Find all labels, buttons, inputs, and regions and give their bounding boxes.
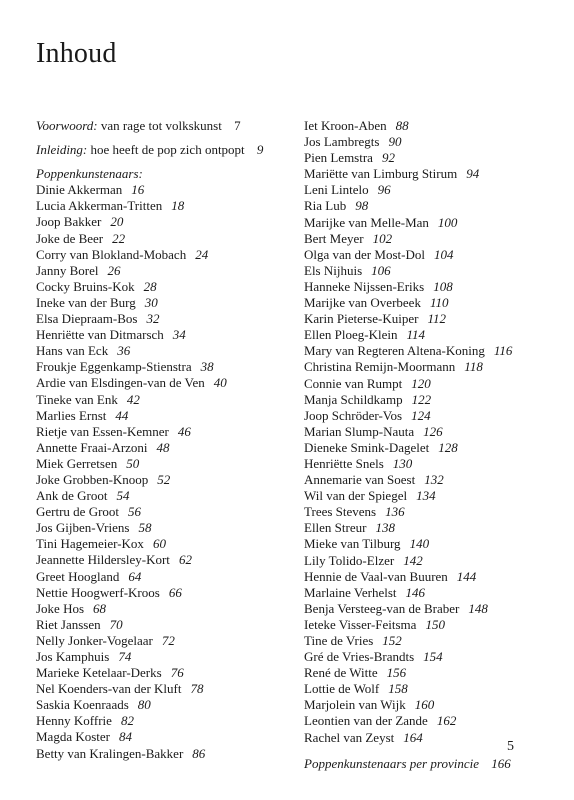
toc-entry [36,488,298,504]
page-ref: 54 [116,488,130,504]
toc-entry [36,713,298,729]
page-ref: 158 [388,681,408,697]
toc-entry [304,601,570,617]
artist-name: Lucia Akkerman-Tritten [36,198,163,214]
page-ref: 110 [429,295,449,311]
toc-entry-voorwoord [36,118,298,134]
page-ref: 134 [416,488,436,504]
page-ref: 88 [395,118,409,133]
page-ref: 146 [405,584,426,600]
page-ref: 122 [411,391,432,407]
artist-name: Hennie de Vaal-van Buuren [304,568,448,584]
page-ref: 40 [213,375,227,391]
artist-name: Henny Koffrie [36,713,112,729]
page-ref: 164 [403,729,423,745]
page-ref: 58 [138,520,152,536]
page-ref: 82 [120,713,134,729]
page-ref: 32 [146,311,160,327]
toc-entry [304,263,570,279]
artist-name: Joke de Beer [36,230,104,246]
page-ref: 118 [464,359,483,375]
page-ref: 34 [172,327,186,343]
page-ref: 162 [436,713,457,729]
artist-name: Joop Bakker [36,214,102,230]
toc-entry [36,681,298,697]
artist-name: Gertru de Groot [36,504,120,520]
toc-entry [304,182,570,198]
artist-name: René de Witte [304,665,378,681]
toc-entry [304,569,570,585]
artist-name: Dinie Akkerman [36,182,123,198]
artist-name: Iet Kroon-Aben [304,118,387,133]
artist-name: Tineke van Enk [36,391,118,407]
artist-name: Mariëtte van Limburg Stirum [304,166,458,182]
page-ref: 144 [456,568,477,584]
artist-list-left [36,182,298,761]
toc-left-column [36,118,298,762]
toc-entry [304,359,570,375]
section-heading: Poppenkunstenaars: [36,166,143,182]
toc-entry [304,456,570,472]
page-ref: 70 [109,616,123,632]
artist-name: Annemarie van Soest [304,472,416,488]
page-ref: 152 [382,633,402,648]
page-ref: 74 [118,649,132,664]
toc-entry [304,295,570,311]
toc-entry [304,472,570,488]
toc-entry [36,456,298,472]
toc-entry [304,424,570,440]
artist-name: Jos Kamphuis [36,649,110,664]
page-ref: 112 [427,311,446,327]
toc-entry [304,520,570,536]
toc-entry [304,198,570,214]
page-ref: 116 [493,343,513,359]
page-ref: 20 [110,214,124,230]
page-ref: 36 [117,343,131,359]
artist-name: Nel Koenders-van der Kluft [36,681,182,697]
provincie-page: 166 [491,755,511,771]
artist-name: Marieke Ketelaar-Derks [36,665,162,681]
artist-name: Jos Lambregts [304,134,380,150]
toc-entry [36,182,298,198]
page-ref: 94 [466,166,480,182]
toc-entry [304,697,570,713]
inleiding-label: Inleiding: [36,142,88,158]
toc-entry [36,279,298,295]
artist-name: Saskia Koenraads [36,697,129,713]
artist-name: Tini Hagemeier-Kox [36,536,144,552]
toc-entry [36,504,298,520]
page-ref: 48 [156,439,170,455]
page-ref: 154 [423,649,443,665]
page-ref: 38 [200,359,214,375]
page-ref: 108 [433,278,453,294]
artist-name: Cocky Bruins-Kok [36,278,135,294]
page-ref: 76 [170,665,184,681]
page-ref: 64 [128,568,142,584]
artist-name: Corry van Blokland-Mobach [36,246,187,262]
toc-entry [304,392,570,408]
page-ref: 114 [406,327,426,343]
artist-name: Marjolein van Wijk [304,697,406,713]
artist-name: Joop Schröder-Vos [304,407,403,423]
page-ref: 30 [144,294,158,310]
toc-entry [304,488,570,504]
page-ref: 16 [131,182,145,198]
artist-name: Karin Pieterse-Kuiper [304,311,419,327]
artist-name: Riet Janssen [36,616,101,632]
artist-name: Betty van Kralingen-Bakker [36,745,184,761]
toc-entry [304,681,570,697]
artist-name: Ellen Streur [304,520,367,536]
toc-entry [36,520,298,536]
provincie-text: Poppenkunstenaars per provincie [304,755,479,771]
artist-name: Janny Borel [36,262,99,278]
toc-entry [36,231,298,247]
toc-entry [304,633,570,649]
inleiding-page: 9 [256,142,264,158]
page-ref: 148 [468,600,488,616]
artist-name: Henriëtte Snels [304,455,384,471]
artist-name: Ank de Groot [36,488,108,504]
page-ref: 106 [371,262,391,278]
toc-entry [304,343,570,359]
artist-name: Jeannette Hildersley-Kort [36,552,170,568]
page-ref: 62 [178,552,192,568]
artist-name: Joke Hos [36,600,85,616]
toc-entry [304,504,570,520]
artist-name: Froukje Eggenkamp-Stienstra [36,359,192,375]
artist-name: Rachel van Zeyst [304,729,395,745]
toc-entry [304,713,570,729]
artist-name: Annette Fraai-Arzoni [36,439,148,455]
page-ref: 130 [392,455,413,471]
artist-name: Ieteke Visser-Feitsma [304,616,417,632]
toc-entry [304,231,570,247]
page-ref: 132 [424,472,444,488]
page-ref: 72 [161,632,175,648]
artist-name: Magda Koster [36,729,111,745]
artist-name: Olga van der Most-Dol [304,246,425,262]
toc-entry [304,730,570,746]
toc-entry [304,440,570,456]
artist-name: Henriëtte van Ditmarsch [36,327,164,343]
artist-name: Nettie Hoogwerf-Kroos [36,584,160,600]
toc-entry [36,729,298,745]
artist-name: Nelly Jonker-Vogelaar [36,632,153,648]
toc-entry [304,553,570,569]
artist-name: Gré de Vries-Brandts [304,649,415,665]
artist-name: Marian Slump-Nauta [304,423,415,439]
toc-entry [36,214,298,230]
toc-entry [36,601,298,617]
artist-name: Ria Lub [304,198,347,214]
page-number: 5 [507,739,514,754]
page-ref: 98 [355,198,369,214]
page-ref: 150 [425,616,445,632]
page-ref: 28 [143,278,157,294]
toc-entry [304,311,570,327]
artist-name: Jos Gijben-Vriens [36,520,130,536]
toc-entry [36,649,298,665]
voorwoord-page: 7 [234,118,241,133]
toc-entry [36,311,298,327]
toc-entry [304,118,570,134]
page-ref: 42 [126,391,140,407]
artist-name: Hanneke Nijssen-Eriks [304,278,425,294]
toc-entry [304,408,570,424]
artist-name: Marlaine Verhelst [304,584,397,600]
page-ref: 46 [177,423,191,439]
toc-entry [36,295,298,311]
toc-entry [36,617,298,633]
artist-name: Lottie de Wolf [304,681,380,697]
artist-name: Joke Grobben-Knoop [36,471,149,487]
inleiding-text: hoe heeft de pop zich ontpopt [90,142,245,158]
artist-name: Marijke van Overbeek [304,295,421,311]
toc-entry [36,536,298,552]
toc-entry [304,247,570,263]
page-ref: 18 [171,198,185,214]
toc-entry [36,440,298,456]
page-ref: 22 [112,230,126,246]
page-ref: 124 [411,407,431,423]
artist-name: Els Nijhuis [304,262,363,278]
voorwoord-label: Voorwoord: [36,118,98,133]
toc-entry [36,633,298,649]
toc-entry [36,198,298,214]
toc-entry [304,617,570,633]
artist-name: Lily Tolido-Elzer [304,552,395,568]
page-ref: 142 [403,552,423,568]
page-ref: 140 [409,536,430,552]
toc-entry [304,279,570,295]
toc-entry [304,327,570,343]
artist-name: Mary van Regteren Altena-Koning [304,343,485,359]
page-ref: 60 [152,536,166,552]
artist-name: Marijke van Melle-Man [304,214,429,230]
toc-entry [36,263,298,279]
toc-entry [36,697,298,713]
artist-name: Elsa Diepraam-Bos [36,311,138,327]
page-ref: 68 [93,600,107,616]
toc-entry [304,166,570,182]
page-ref: 84 [119,729,133,745]
page-ref: 120 [411,375,431,391]
toc-entry [304,215,570,231]
artist-name: Marlies Ernst [36,407,107,423]
artist-name: Pien Lemstra [304,150,373,166]
page-ref: 50 [126,455,140,471]
toc-entry [36,552,298,568]
artist-name: Tine de Vries [304,633,374,648]
page-ref: 100 [437,214,458,230]
artist-list-right [304,118,570,746]
toc-entry [36,424,298,440]
page-ref: 104 [433,246,454,262]
toc-entry [36,392,298,408]
artist-name: Rietje van Essen-Kemner [36,423,169,439]
toc-entry [304,376,570,392]
page-ref: 156 [386,665,407,681]
artist-name: Manja Schildkamp [304,391,403,407]
toc-entry [36,247,298,263]
toc-entry-provincie [304,756,570,772]
toc-entry-inleiding [36,142,298,158]
toc-entry [36,408,298,424]
page-ref: 126 [423,423,443,439]
artist-name: Ineke van der Burg [36,294,136,310]
page-ref: 24 [195,246,209,262]
page-ref: 56 [128,504,142,520]
artist-name: Wil van der Spiegel [304,488,408,504]
artist-name: Miek Gerretsen [36,455,118,471]
page-ref: 26 [107,262,121,278]
artist-name: Benja Versteeg-van de Braber [304,600,460,616]
page-ref: 78 [190,681,204,697]
page-ref: 96 [377,182,391,198]
page-title: Inhoud [36,38,117,69]
artist-name: Trees Stevens [304,504,377,520]
page-ref: 136 [385,504,405,520]
toc-entry [36,375,298,391]
toc-entry [36,665,298,681]
artist-name: Dieneke Smink-Dagelet [304,439,430,455]
page-ref: 128 [438,439,458,455]
artist-name: Leni Lintelo [304,182,369,198]
toc-right-column [304,118,570,772]
page-ref: 90 [388,134,402,150]
artist-name: Ellen Ploeg-Klein [304,327,398,343]
page-ref: 86 [192,745,206,761]
page-ref: 102 [372,230,393,246]
page-ref: 92 [381,150,395,166]
toc-entry [304,536,570,552]
artist-name: Leontien van der Zande [304,713,428,729]
toc-entry [304,649,570,665]
toc-entry [304,150,570,166]
page-ref: 80 [137,697,151,713]
toc-entry [304,665,570,681]
page-ref: 44 [115,407,129,423]
toc-entry [36,746,298,762]
page-ref: 66 [168,584,182,600]
artist-name: Bert Meyer [304,230,364,246]
voorwoord-text: van rage tot volkskunst [100,118,222,133]
toc-entry [304,134,570,150]
toc-entry [36,343,298,359]
toc-entry [36,327,298,343]
toc-entry [304,585,570,601]
artist-name: Connie van Rumpt [304,375,403,391]
toc-entry [36,569,298,585]
artist-name: Hans van Eck [36,343,109,359]
toc-entry [36,359,298,375]
toc-entry [36,472,298,488]
page-ref: 160 [414,697,435,713]
page-ref: 138 [375,520,395,536]
artist-name: Mieke van Tilburg [304,536,401,552]
artist-name: Greet Hoogland [36,568,120,584]
toc-entry [36,585,298,601]
page-ref: 52 [157,471,171,487]
artist-name: Ardie van Elsdingen-van de Ven [36,375,205,391]
artist-name: Christina Remijn-Moormann [304,359,456,375]
